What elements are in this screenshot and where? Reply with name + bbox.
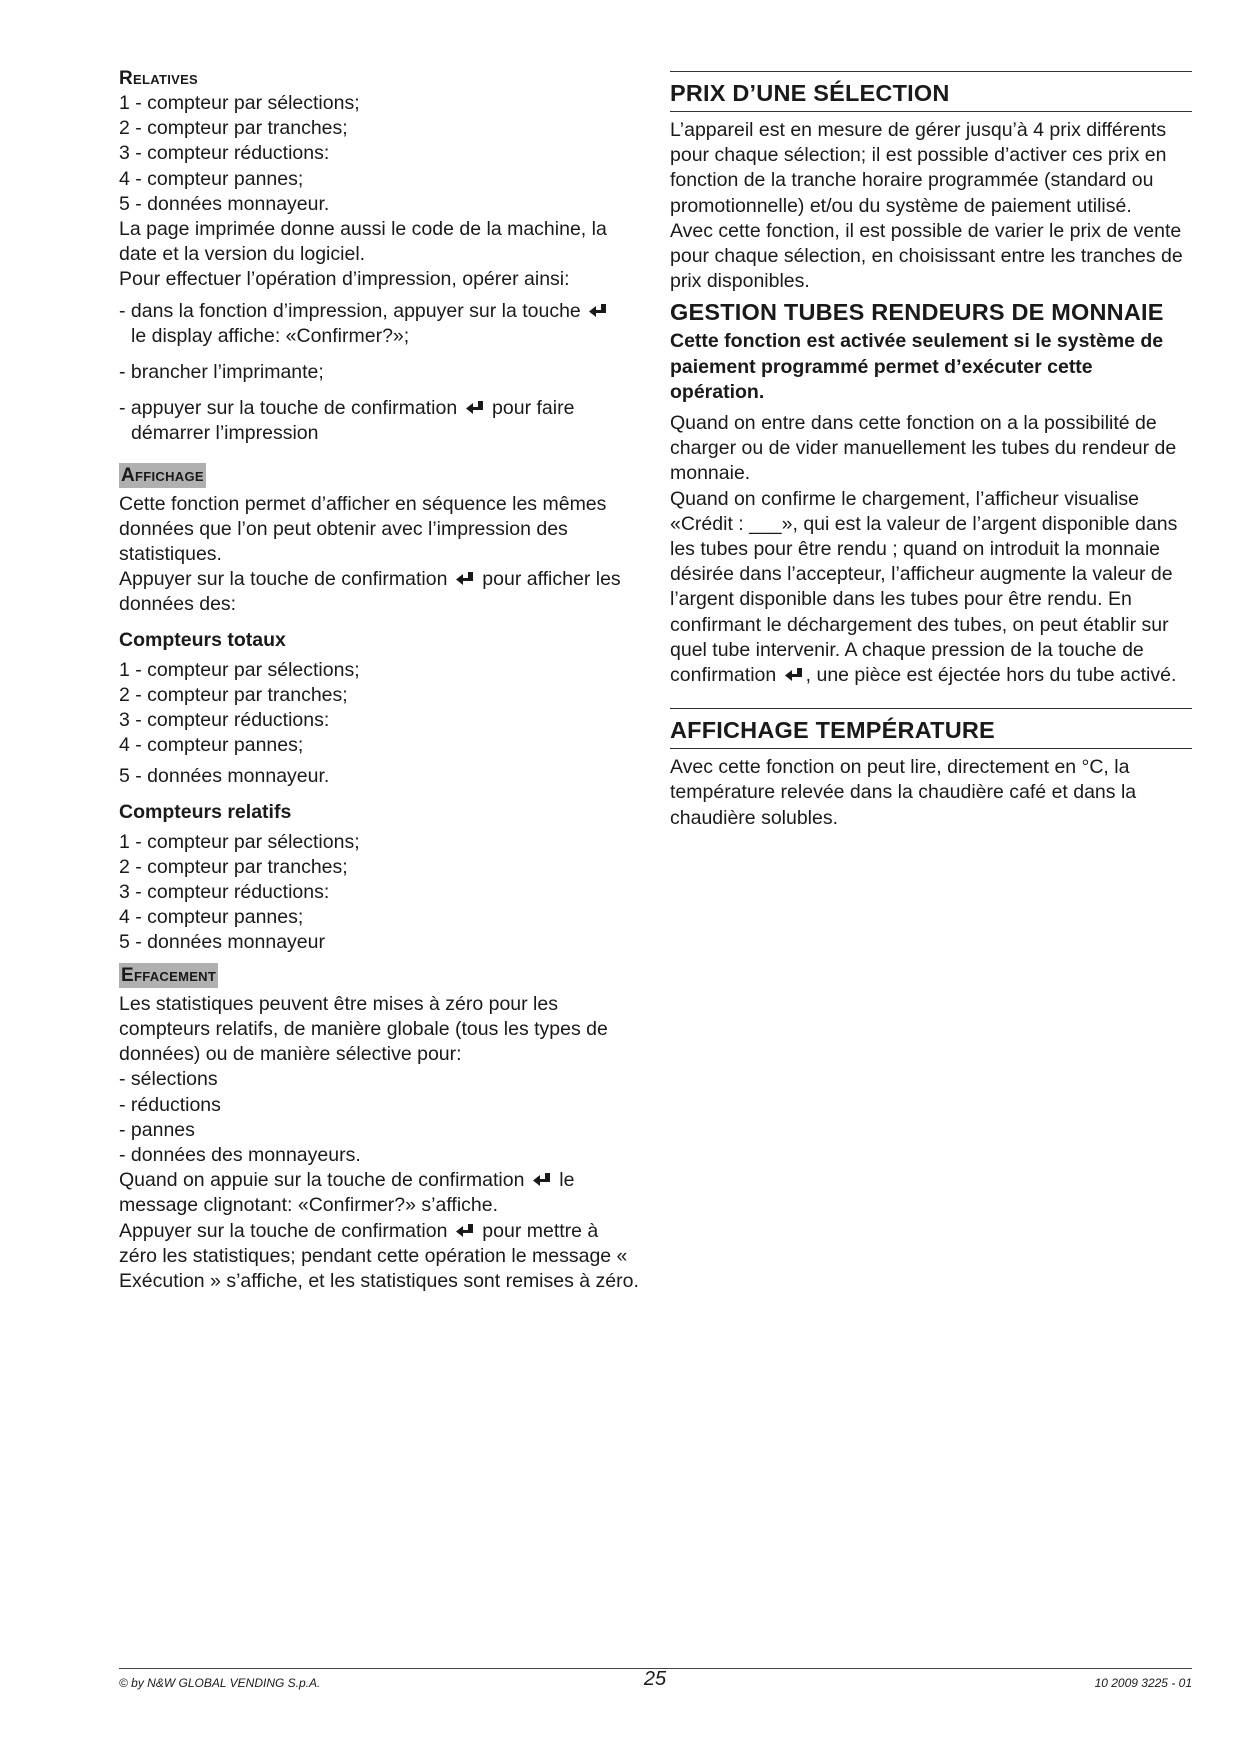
gestion-heading-box [670,294,1192,329]
footer-copyright: © by N&W GLOBAL VENDING S.p.A. [119,1676,321,1690]
print-step-3: - appuyer sur la touche de confirmation pour faire démarrer l’impression [119,397,575,445]
temp-heading: AFFICHAGE TEMPÉRATURE [670,717,995,744]
relatives-list [119,91,639,217]
gestion-note: Cette fonction est activée seulement si le système de paiement programmé permet d’exécuter cette opération. [670,330,1164,403]
print-step-2: - brancher l’imprimante; [119,361,324,384]
affichage-heading: Affichage [121,464,204,486]
right-column [670,71,1192,831]
prix-heading-box [670,71,1192,112]
list-item: - pannes [119,1118,195,1141]
footer-doc-code: 10 2009 3225 - 01 [1094,1676,1192,1690]
list-item: - réductions [119,1093,221,1116]
enter-key-icon [587,303,609,319]
prix-heading: PRIX D’UNE SÉLECTION [670,80,950,106]
list-item: 4 - compteur pannes; [119,906,304,929]
gestion-paragraph-2: Quand on confirme le chargement, l’afficheur visualise «Crédit : ___», qui est la valeur de l’argent disponible dans les tubes pour être rendu ; quand on introduit la monnaie désirée dans l’accepteur, l’afficheur augmente la valeur de l’argent disponible dans les tubes pour être rendu. En confirmant le déchargement des tubes, on peut établir sur quel tube intervenir. A chaque pression de la touche de confirmation , une pièce est éjectée hors du tube activé. [670,487,1178,687]
list-item: 1 - compteur par sélections; [119,658,360,681]
relatives-heading: Relatives [119,68,199,89]
list-item: 5 - données monnayeur [119,931,325,954]
list-item: 1 - compteur par sélections; [119,830,360,853]
list-item: 3 - compteur réductions: [119,142,330,165]
effacement-reset: Appuyer sur la touche de confirmation pour mettre à zéro les statistiques; pendant cette opération le message « Exécution » s’affiche, et les statistiques sont remises à zéro. [119,1219,639,1292]
list-item: - données des monnayeurs. [119,1143,361,1166]
effacement-heading: Effacement [121,964,217,986]
list-item: 2 - compteur par tranches; [119,117,348,140]
gestion-heading: GESTION TUBES RENDEURS DE MONNAIE [670,299,1164,326]
list-item: 4 - compteur pannes; [119,734,304,757]
prix-paragraph-1: L’appareil est en mesure de gérer jusqu’à 4 prix différents pour chaque sélection; il est possible d’activer ces prix en fonction de la tranche horaire programmée (standard ou promotionnelle) et/ou du système de paiement utilisé. [670,119,1167,217]
list-item: 4 - compteur pannes; [119,167,304,190]
effacement-paragraph: Les statistiques peuvent être mises à zéro pour les compteurs relatifs, de manière globale (tous les types de données) ou de manière sélective pour: [119,992,608,1066]
list-item: 5 - données monnayeur. [119,192,330,215]
list-item: 3 - compteur réductions: [119,709,330,732]
list-item: 1 - compteur par sélections; [119,92,360,114]
print-instruction: Pour effectuer l’opération d’impression, opérer ainsi: [119,268,570,291]
enter-key-icon [454,571,476,587]
affichage-paragraph: Cette fonction permet d’afficher en séquence les mêmes données que l’on peut obtenir avec l’impression des statistiques. [119,492,607,566]
print-paragraph: La page imprimée donne aussi le code de la machine, la date et la version du logiciel. [119,218,607,266]
list-item: 5 - données monnayeur. [119,765,330,788]
effacement-confirm: Quand on appuie sur la touche de confirmation le message clignotant: «Confirmer?» s’affiche. [119,1169,575,1217]
effacement-list [119,1067,639,1168]
relatifs-list [119,830,639,956]
list-item: - sélections [119,1068,218,1091]
print-step-1: - dans la fonction d’impression, appuyer sur la touche le display affiche: «Confirmer?»; [119,299,639,349]
list-item: 2 - compteur par tranches; [119,683,348,706]
affichage-instruction: Appuyer sur la touche de confirmation pour afficher les données des: [119,568,621,616]
relatifs-heading: Compteurs relatifs [119,800,292,823]
list-item: 3 - compteur réductions: [119,881,330,904]
enter-key-icon [783,667,805,683]
enter-key-icon [454,1223,476,1239]
prix-paragraph-2: Avec cette fonction, il est possible de varier le prix de vente pour chaque sélection, en choisissant entre les tranches de prix disponibles. [670,219,1183,293]
left-column [119,66,639,1294]
gestion-paragraph-1: Quand on entre dans cette fonction on a la possibilité de charger ou de vider manuellement les tubes du rendeur de monnaie. [670,412,1177,485]
enter-key-icon [531,1172,553,1188]
page-number: 25 [643,1668,667,1690]
temp-paragraph: Avec cette fonction on peut lire, directement en °C, la température relevée dans la chaudière café et dans la chaudière solubles. [670,756,1137,829]
list-item: 2 - compteur par tranches; [119,855,348,878]
enter-key-icon [464,400,486,416]
totaux-list [119,658,639,790]
temp-heading-box [670,708,1192,749]
totaux-heading: Compteurs totaux [119,628,286,651]
